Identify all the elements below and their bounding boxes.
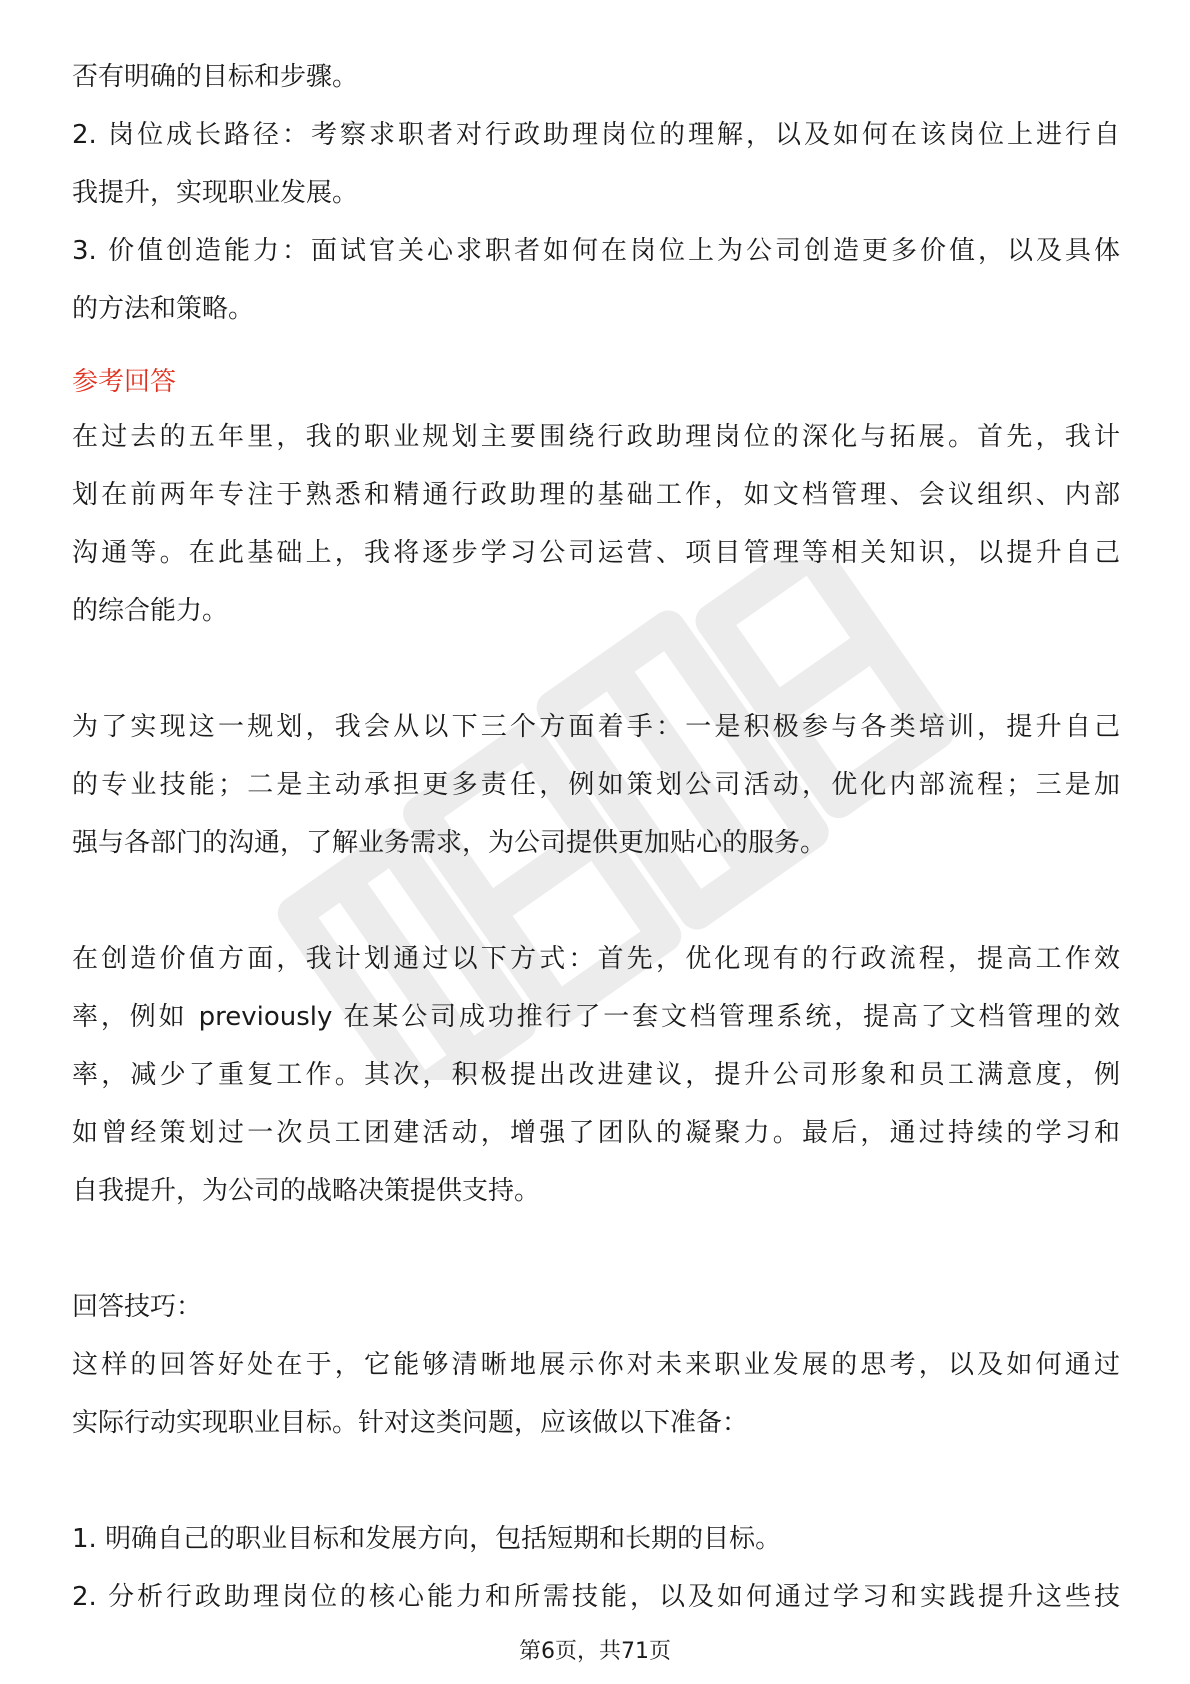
intro-line: 3. 价值创造能力：面试官关心求职者如何在岗位上为公司创造更多价值，以及具体 [72,236,1120,266]
paragraph-line: 如曾经策划过一次员工团建活动，增强了团队的凝聚力。最后，通过持续的学习和 [72,1118,1120,1148]
intro-line: 2. 岗位成长路径：考察求职者对行政助理岗位的理解，以及如何在该岗位上进行自 [72,120,1120,150]
tips-line: 这样的回答好处在于，它能够清晰地展示你对未来职业发展的思考，以及如何通过 [72,1350,1120,1380]
prep-item: 1. 明确自己的职业目标和发展方向，包括短期和长期的目标。 [72,1524,782,1554]
page-number: 第6页，共71页 [519,1639,671,1664]
paragraph-line: 为了实现这一规划，我会从以下三个方面着手：一是积极参与各类培训，提升自己 [72,712,1120,742]
paragraph-line: 在过去的五年里，我的职业规划主要围绕行政助理岗位的深化与拓展。首先，我计 [72,422,1120,452]
paragraph-line: 在创造价值方面，我计划通过以下方式：首先，优化现有的行政流程，提高工作效 [72,944,1120,974]
tips-line: 实际行动实现职业目标。针对这类问题，应该做以下准备： [72,1408,749,1438]
tips-title: 回答技巧： [72,1292,203,1322]
paragraph-line: 的专业技能；二是主动承担更多责任，例如策划公司活动，优化内部流程；三是加 [72,770,1120,800]
paragraph-line: 率，减少了重复工作。其次，积极提出改进建议，提升公司形象和员工满意度，例 [72,1060,1120,1090]
paragraph-line: 自我提升，为公司的战略决策提供支持。 [72,1176,541,1206]
paragraph-line: 率，例如 previously 在某公司成功推行了一套文档管理系统，提高了文档管理的效 [72,1002,1120,1032]
answer-heading: 参考回答 [72,367,177,397]
intro-line: 的方法和策略。 [72,294,255,324]
paragraph-line: 的综合能力。 [72,596,229,626]
paragraph-line: 强与各部门的沟通，了解业务需求，为公司提供更加贴心的服务。 [72,828,827,858]
prep-item: 2. 分析行政助理岗位的核心能力和所需技能，以及如何通过学习和实践提升这些技 [72,1582,1120,1612]
intro-line: 否有明确的目标和步骤。 [72,62,359,92]
intro-line: 我提升，实现职业发展。 [72,178,359,208]
document-content [72,48,1120,1626]
paragraph-line: 沟通等。在此基础上，我将逐步学习公司运营、项目管理等相关知识，以提升自己 [72,538,1120,568]
paragraph-line: 划在前两年专注于熟悉和精通行政助理的基础工作，如文档管理、会议组织、内部 [72,480,1120,510]
